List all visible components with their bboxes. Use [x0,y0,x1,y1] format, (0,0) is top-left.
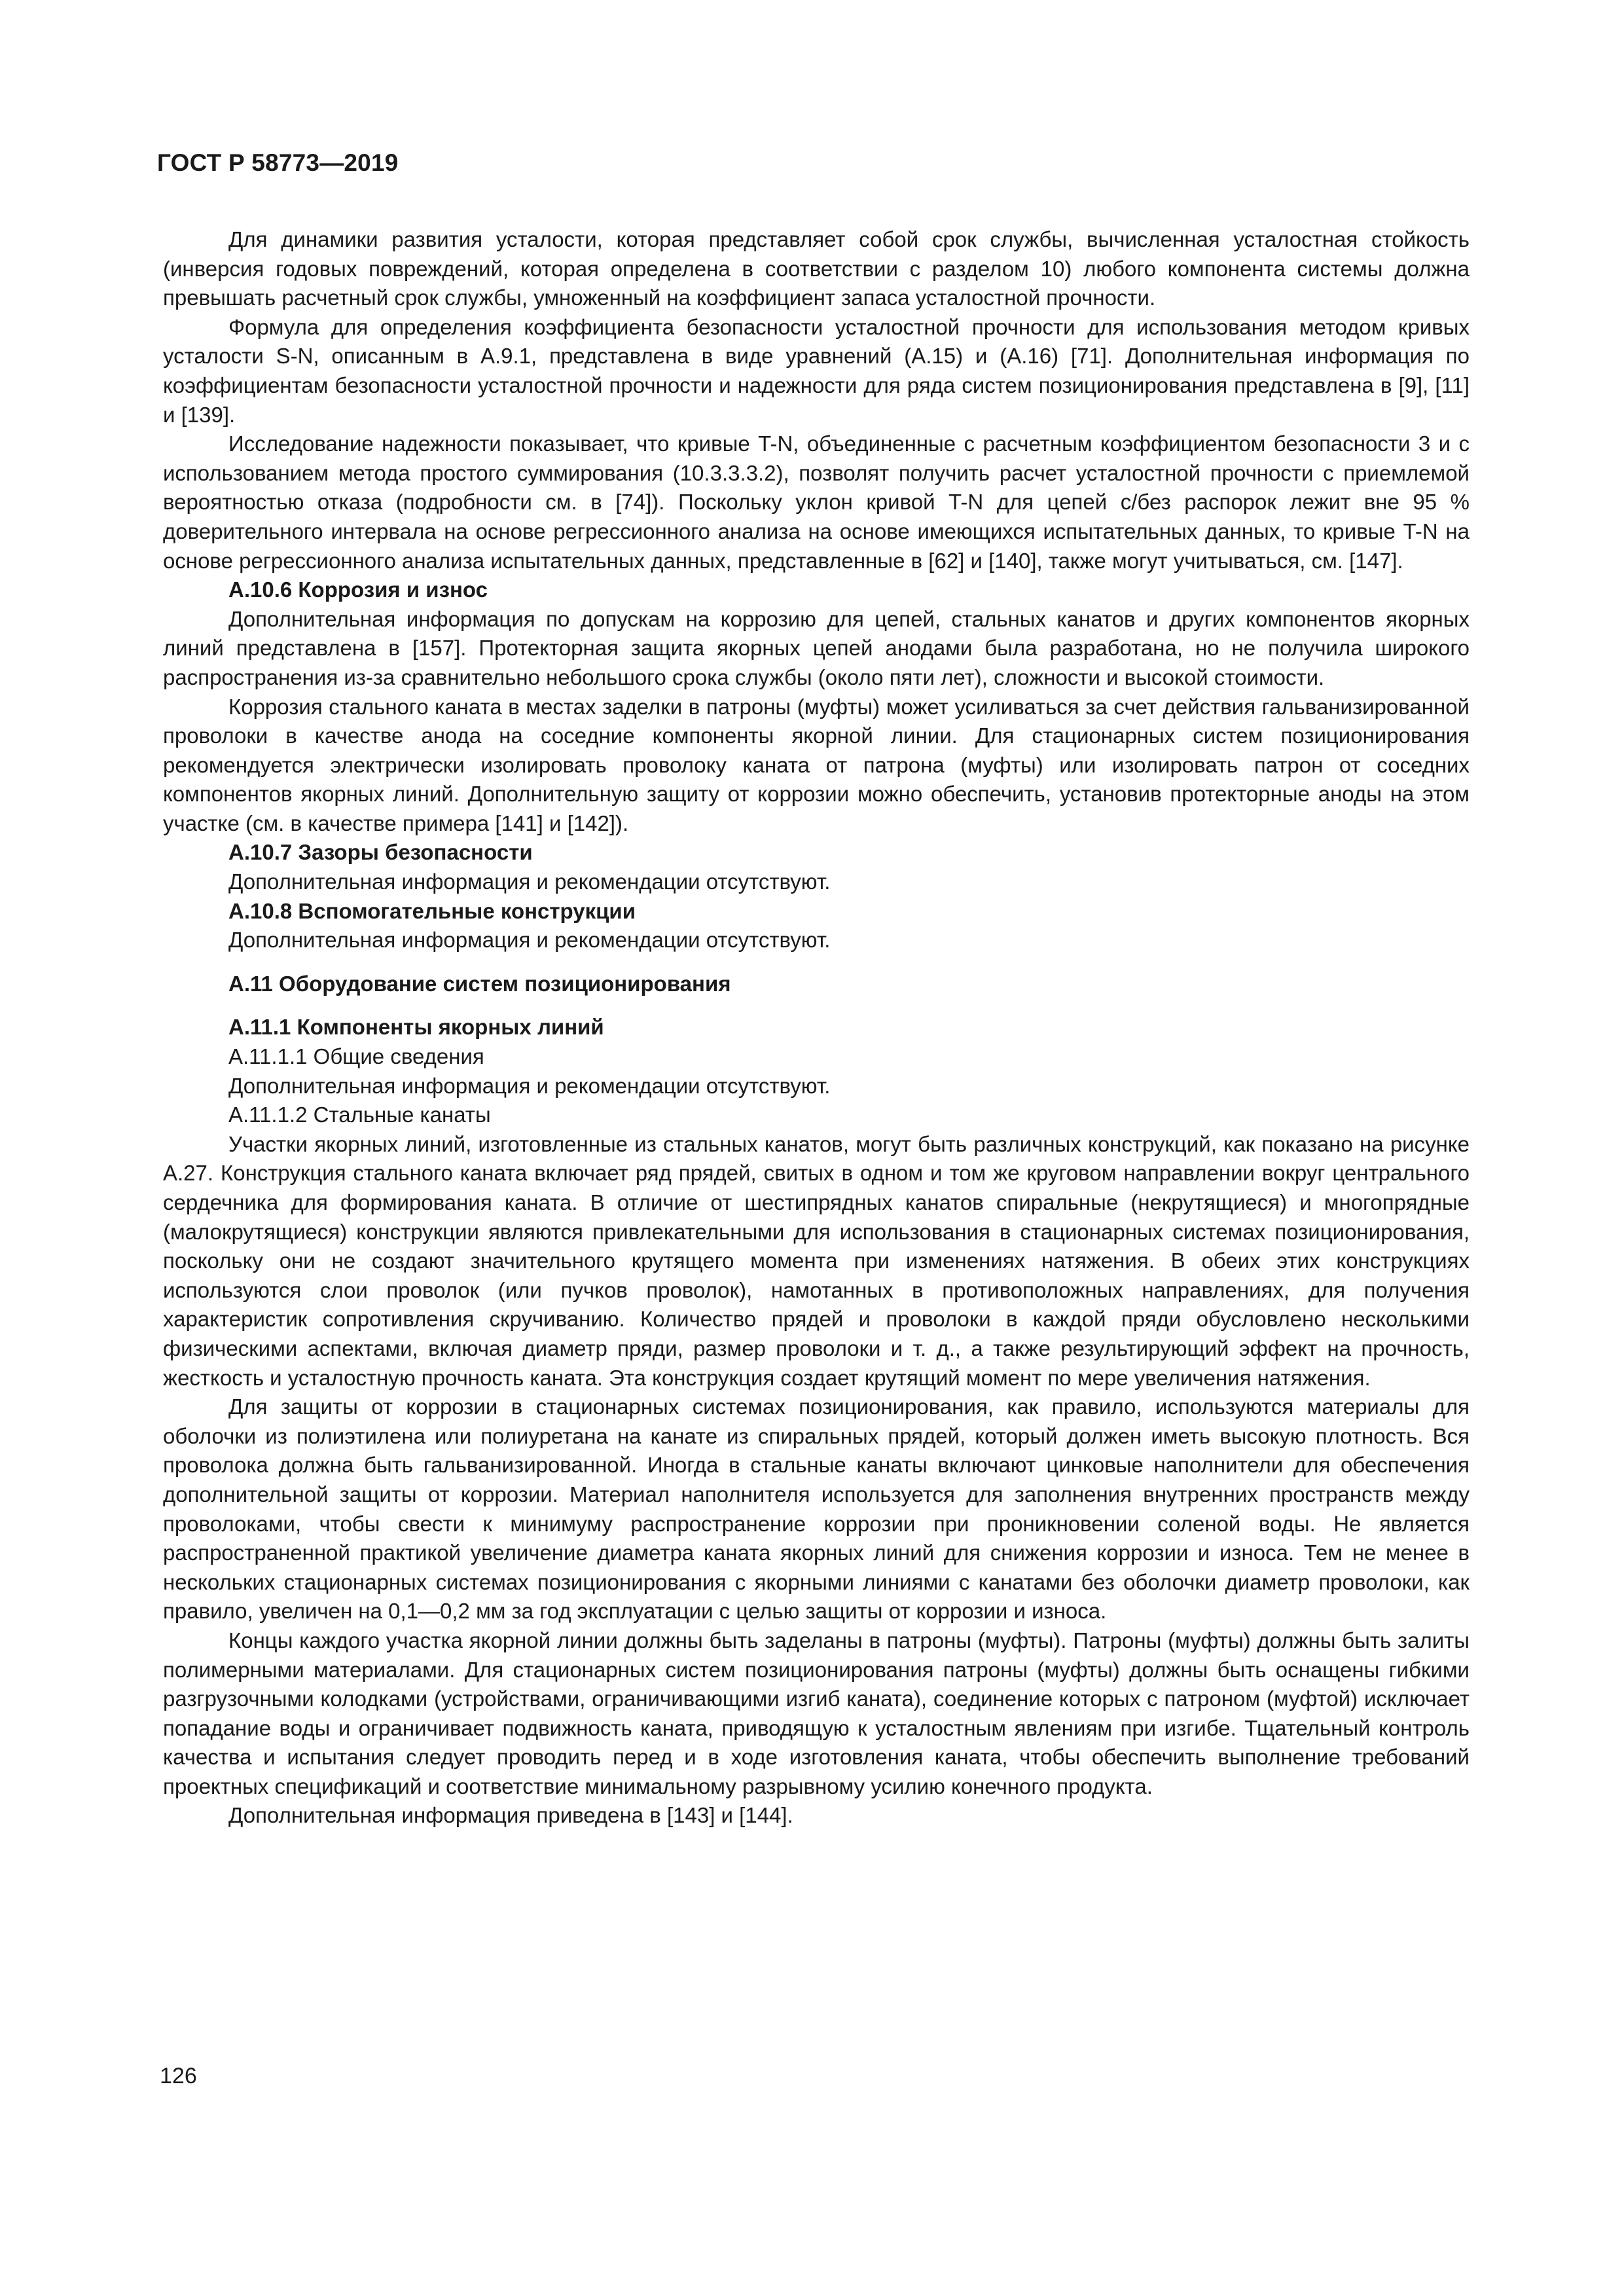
paragraph-fatigue-life: Для динамики развития усталости, которая представляет собой срок службы, вычисленная усталостная стойкость (инверсия годовых повреждений, которая определена в соответствии с разделом 10) любого компонента системы должна превышать расчетный срок службы, умноженный на коэффициент запаса усталостной прочности. [163,227,1470,310]
paragraph-no-info-2: Дополнительная информация и рекомендации отсутствуют. [228,928,831,953]
section-heading-a-11-1-1: A.11.1.1 Общие сведения [228,1044,484,1069]
paragraph-steel-rope-construction: Участки якорных линий, изготовленные из стальных канатов, могут быть различных конструкций, как показано на рисунке A.27. Конструкция стального каната включает ряд прядей, свитых в одном и том же круговом направлении вокруг центрального сердечника для формирования каната. В отличие от шестипрядных канатов спиральные (некрутящиеся) и многопрядные (малокрутящиеся) конструкции являются привлекательными для использования в стационарных системах позиционирования, поскольку они не создают значительного крутящего момента при изменениях натяжения. В обеих этих конструкциях используются слои проволок (или пучков проволок), намотанных в противоположных направлениях, для получения характеристик сопротивления скручиванию. Количество прядей и проволоки в каждой пряди обусловлено несколькими физическими аспектами, включая диаметр пряди, размер проволоки и т. д., а также результирующий эффект на прочность, жесткость и усталостную прочность каната. Эта конструкция создает крутящий момент по мере увеличения натяжения. [163,1131,1470,1390]
paragraph-rope-terminations: Концы каждого участка якорной линии должны быть заделаны в патроны (муфты). Патроны (муфты) должны быть залиты полимерными материалами. Для стационарных систем позиционирования патроны (муфты) должны быть оснащены гибкими разгрузочными колодками (устройствами, ограничивающими изгиб каната), соединение которых с патроном (муфтой) исключает попадание воды и ограничивает подвижность каната, приводящую к усталостным явлениям при изгибе. Тщательный контроль качества и испытания следует проводить перед и в ходе изготовления каната, чтобы обеспечить выполнение требований проектных спецификаций и соответствие минимальному разрывному усилию конечного продукта. [163,1628,1470,1798]
paragraph-corrosion-protection: Для защиты от коррозии в стационарных системах позиционирования, как правило, используются материалы для оболочки из полиэтилена или полиуретана на канате из спиральных прядей, который должен иметь высокую плотность. Вся проволока должна быть гальванизированной. Иногда в стальные канаты включают цинковые наполнители для обеспечения дополнительной защиты от коррозии. Материал наполнителя используется для заполнения внутренних пространств между проволоками, чтобы свести к минимуму распространение коррозии при проникновении соленой воды. Не является распространенной практикой увеличение диаметра каната якорных линий для снижения коррозии и износа. Тем не менее в нескольких стационарных системах позиционирования с якорными линиями с канатами без оболочки диаметр проволоки, как правило, увеличен на 0,1—0,2 мм за год эксплуатации с целью защиты от коррозии и износа. [163,1394,1470,1624]
paragraph-wire-rope-corrosion: Коррозия стального каната в местах заделки в патроны (муфты) может усиливаться за счет действия гальванизированной проволоки в качестве анода на соседние компоненты якорной линии. Для стационарных систем позиционирования рекомендуется электрически изолировать проволоку каната от патрона (муфты) или изолировать патрон от соседних компонентов якорных линий. Дополнительную защиту от коррозии можно обеспечить, установив протекторные аноды на этом участке (см. в качестве примера [141] и [142]). [163,694,1470,835]
section-heading-a-10-8: A.10.8 Вспомогательные конструкции [228,898,636,923]
page-number: 126 [160,2064,197,2088]
paragraph-corrosion-allowance: Дополнительная информация по допускам на коррозию для цепей, стальных канатов и других компонентов якорных линий представлена в [157]. Протекторная защита якорных цепей анодами была разработана, но не получила широкого распространения из-за сравнительно небольшого срока службы (около пяти лет), сложности и высокой стоимости. [163,606,1470,689]
paragraph-no-info-3: Дополнительная информация и рекомендации отсутствуют. [228,1073,831,1098]
page-body [163,225,1470,1831]
paragraph-safety-factor-formula: Формула для определения коэффициента безопасности усталостной прочности для использования методом кривых усталости S-N, описанным в A.9.1, представлена в виде уравнений (A.15) и (A.16) [71]. Дополнительная информация по коэффициентам безопасности усталостной прочности и надежности для ряда систем позиционирования представлена в [9], [11] и [139]. [163,314,1470,427]
section-heading-a-11-1: A.11.1 Компоненты якорных линий [228,1015,604,1040]
section-heading-a-11: A.11 Оборудование систем позиционирования [228,971,731,996]
section-heading-a-10-7: A.10.7 Зазоры безопасности [228,840,533,865]
paragraph-no-info-1: Дополнительная информация и рекомендации отсутствуют. [228,869,831,894]
paragraph-reliability-study: Исследование надежности показывает, что кривые T-N, объединенные с расчетным коэффициентом безопасности 3 и с использованием метода простого суммирования (10.3.3.3.2), позволят получить расчет усталостной прочности с приемлемой вероятностью отказа (подробности см. в [74]). Поскольку уклон кривой T-N для цепей с/без распорок лежит вне 95 % доверительного интервала на основе регрессионного анализа на основе имеющихся испытательных данных, то кривые T-N на основе регрессионного анализа испытательных данных, представленные в [62] и [140], также могут учитываться, см. [147]. [163,431,1470,573]
section-heading-a-11-1-2: A.11.1.2 Стальные канаты [228,1102,491,1127]
section-heading-a-10-6: A.10.6 Коррозия и износ [228,577,488,602]
paragraph-additional-info: Дополнительная информация приведена в [143] и [144]. [228,1803,793,1828]
document-standard-id: ГОСТ Р 58773—2019 [157,149,399,176]
